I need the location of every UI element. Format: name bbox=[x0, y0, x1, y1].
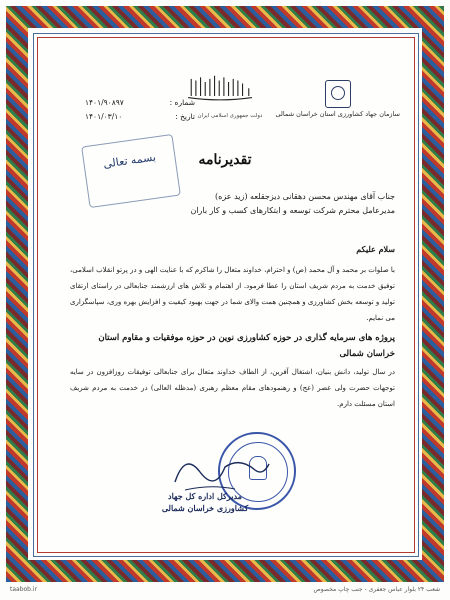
bismillah-calligraphy bbox=[185, 72, 255, 106]
number-value: ۱۴۰۱/۹۰۸۹۷ bbox=[85, 98, 124, 107]
recipient-block bbox=[70, 190, 395, 218]
body-paragraph-2: در سال تولید، دانش بنیان، اشتغال آفرین، از الطاف خداوند متعال برای جنابعالی توفیقات روزافزون در سایه توجهات حضرت ولی عصر (عج) و رهنمودهای مقام معظم رهبری (مدظله العالی) در خدمت به مردم شریف استان مسئلت دارم. bbox=[70, 368, 395, 408]
salutation: سلام علیکم bbox=[356, 244, 395, 254]
body-highlight: پروژه های سرمایه گذاری در حوزه کشاورزی نوین در حوزه موفقیات و مقاوم استان خراسان شمالی bbox=[98, 333, 395, 359]
signatory-line1: مدیرکل اداره کل جهاد bbox=[168, 491, 242, 501]
date-label: تاریخ : bbox=[175, 112, 195, 121]
page-title: تقدیرنامه bbox=[198, 152, 252, 168]
footer-left-text: taabob.ir bbox=[10, 586, 38, 593]
signatory-name bbox=[140, 490, 270, 514]
organization-name: سازمان جهاد کشاورزی استان خراسان شمالی bbox=[275, 110, 400, 118]
number-label: شماره : bbox=[169, 98, 195, 107]
recipient-title: مدیرعامل محترم شرکت توسعه و ابتکارهای کسب و کار باران bbox=[190, 206, 395, 215]
stamp-text: بسمه تعالی bbox=[102, 150, 157, 171]
body-paragraph-1: با صلوات بر محمد و آل محمد (ص) و احترام، خداوند متعال را شاکرم که با عنایت الهی و در پرتو انقلاب اسلامی، توفیق خدمت به مردم شریف استان را عطا فرمود. از اهتمام و تلاش های ارزشمند جنابعالی در راستای ارتقای تولید و توسعه بخش کشاورزی و همچنین همت والای شما در جهت بهبود کیفیت و افزایش بهره وری، سپاسگزاری می نمایم. bbox=[70, 266, 395, 322]
number-row bbox=[85, 96, 195, 110]
header-motto: دولت جمهوری اسلامی ایران bbox=[197, 113, 263, 119]
date-row bbox=[85, 110, 195, 124]
footer-right-text: شعب ۲۴ بلوار عباس جعفری - جنب چاپ مخصوص bbox=[313, 586, 440, 593]
signatory-line2: کشاورزی خراسان شمالی bbox=[161, 503, 249, 513]
letter-meta bbox=[85, 96, 195, 124]
recipient-name: جناب آقای مهندس محسن دهقانی دیزجقلعه (زید عزه) bbox=[215, 192, 395, 201]
page-footer bbox=[10, 584, 440, 596]
date-value: ۱۴۰۱/۰۳/۱۰ bbox=[85, 112, 123, 121]
ministry-emblem-icon bbox=[325, 80, 351, 108]
